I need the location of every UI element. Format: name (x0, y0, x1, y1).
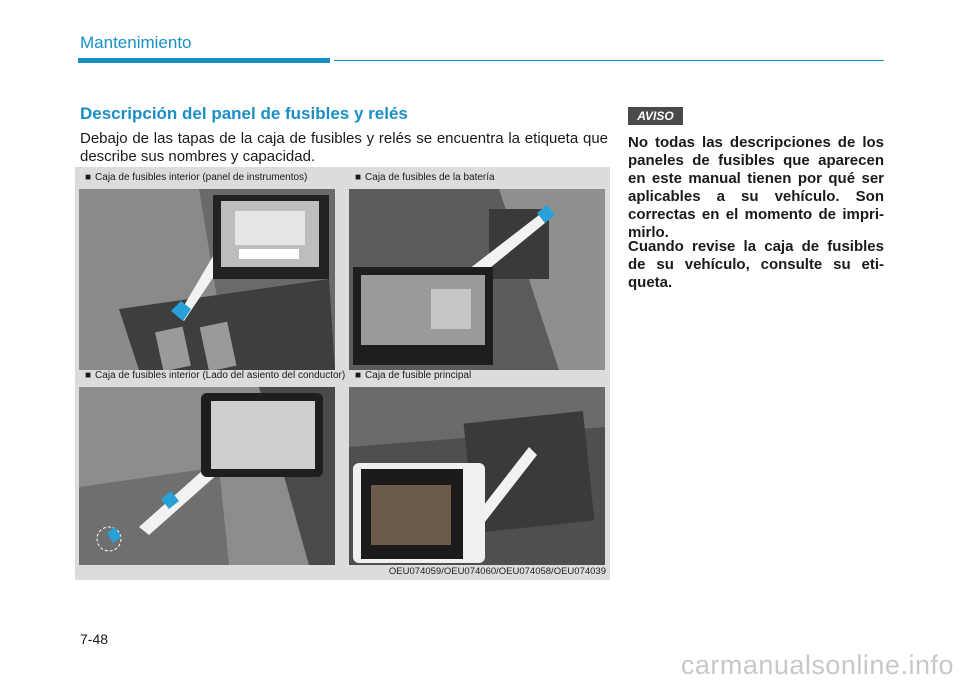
page-heading: Descripción del panel de fusibles y relés (80, 104, 408, 123)
panel-caption-1: ■ Caja de fusibles interior (panel de instrumentos) (85, 172, 308, 183)
header-rule-thin (334, 60, 884, 61)
header-rule-thick (78, 58, 330, 63)
photo-driver-side-box (79, 387, 335, 565)
photo-main-fuse-box (349, 387, 605, 565)
panel-caption-3: ■ Caja de fusibles interior (Lado del asiento del conductor) (85, 370, 346, 381)
page-number: 7-48 (80, 631, 109, 647)
aviso-badge: AVISO (628, 107, 683, 125)
fuse-figure (75, 167, 610, 580)
notice-paragraph-2: Cuando revise la caja de fusibles de su vehículo, consulte su eti-queta. (628, 238, 884, 291)
panel-caption-2: ■ Caja de fusibles de la batería (355, 172, 495, 183)
photo-interior-panel (79, 189, 335, 370)
photo-battery-box (349, 189, 605, 370)
intro-paragraph: Debajo de las tapas de la caja de fusibles y relés se encuentra la etiqueta que describe sus nombres y capacidad. (80, 130, 608, 165)
panel-caption-4: ■ Caja de fusible principal (355, 370, 472, 381)
watermark: carmanualsonline.info (680, 650, 954, 680)
notice-paragraph-1: No todas las descripciones de los paneles de fusibles que aparecen en este manual tienen por qué ser aplicables a su vehículo. Son correctas en el momento de impri-mirlo. (628, 134, 884, 241)
section-title: Mantenimiento (80, 33, 192, 52)
figure-code: OEU074059/OEU074060/OEU074058/OEU074039 (388, 566, 606, 577)
